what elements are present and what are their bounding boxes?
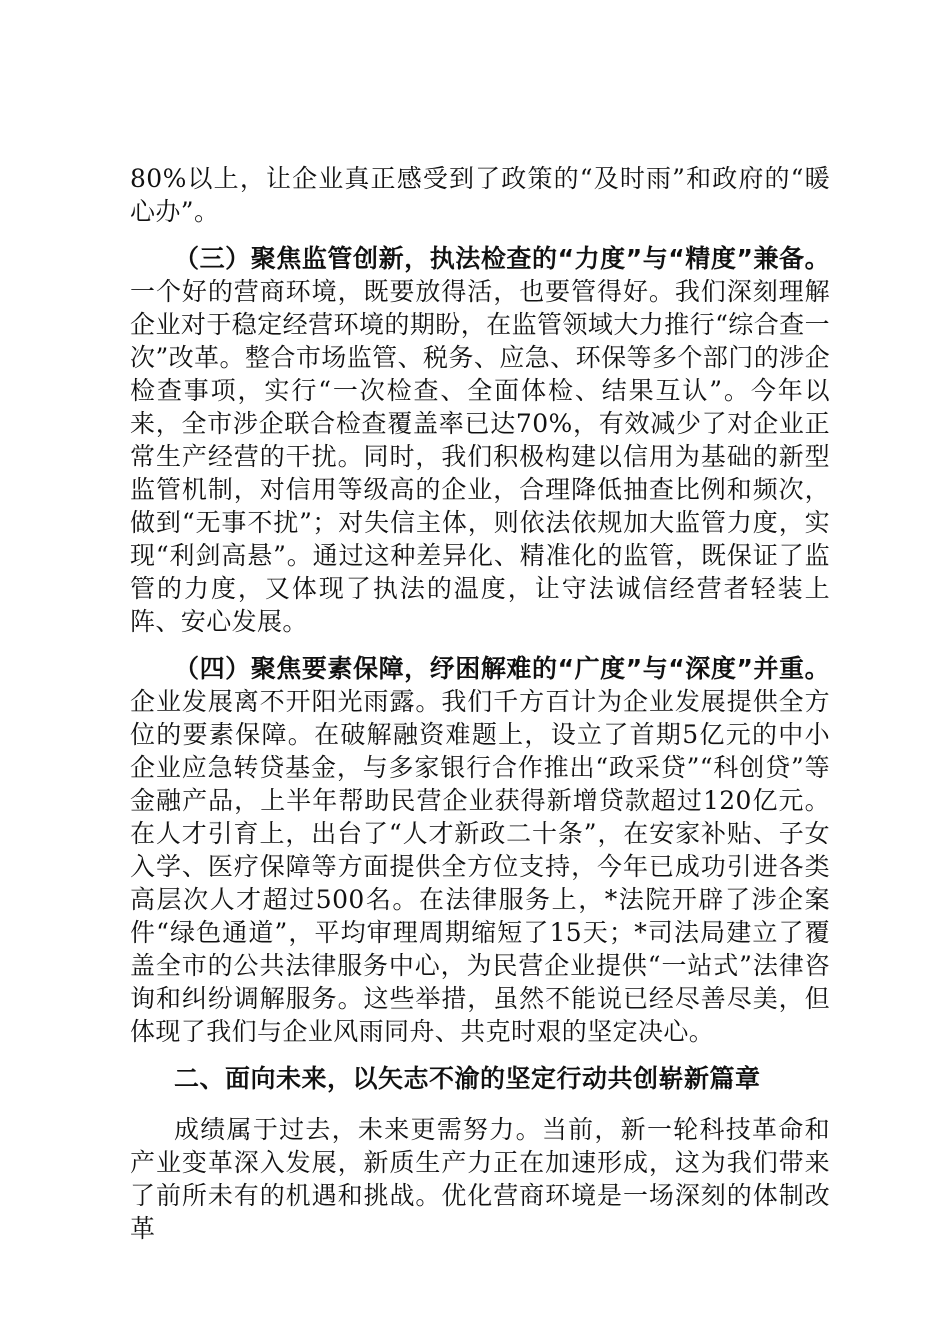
section-3-body: 一个好的营商环境，既要放得活，也要管得好。我们深刻理解企业对于稳定经营环境的期盼，在监管领域大力推行“综合查一次”改革。整合市场监管、税务、应急、环保等多个部门的涉企检查事项，实行“一次检查、全面体检、结果互认”。今年以来，全市涉企联合检查覆盖率已达70%，有效减少了对企业正常生产经营的干扰。同时，我们积极构建以信用为基础的新型监管机制，对信用等级高的企业，合理降低抽查比例和频次，做到“无事不扰”；对失信主体，则依法依规加大监管力度，实现“利剑高悬”。通过这种差异化、精准化的监管，既保证了监管的力度，又体现了执法的温度，让守法诚信经营者轻装上阵、安心发展。 — [130, 277, 830, 636]
section-heading-2: 二、面向未来，以矢志不渝的坚定行动共创崭新篇章 — [174, 1064, 761, 1093]
section-4-lead: （四）聚焦要素保障，纾困解难的“广度”与“深度”并重。 — [174, 654, 830, 683]
section-4-body: 企业发展离不开阳光雨露。我们千方百计为企业发展提供全方位的要素保障。在破解融资难题上，设立了首期5亿元的中小企业应急转贷基金，与多家银行合作推出“政采贷”“科创贷”等金融产品，上半年帮助民营企业获得新增贷款超过120亿元。在人才引育上，出台了“人才新政二十条”，在安家补贴、子女入学、医疗保障等方面提供全方位支持，今年已成功引进各类高层次人才超过500名。在法律服务上，*法院开辟了涉企案件“绿色通道”，平均审理周期缩短了15天；*司法局建立了覆盖全市的公共法律服务中心，为民营企业提供“一站式”法律咨询和纠纷调解服务。这些举措，虽然不能说已经尽善尽美，但体现了我们与企业风雨同舟、共克时艰的坚定决心。 — [130, 687, 830, 1046]
paragraph-policy-conclusion: 80%以上，让企业真正感受到了政策的“及时雨”和政府的“暖心办”。 — [130, 164, 830, 226]
section-3-lead: （三）聚焦监管创新，执法检查的“力度”与“精度”兼备。 — [174, 244, 830, 273]
paragraph-future-outlook: 成绩属于过去，未来更需努力。当前，新一轮科技革命和产业变革深入发展，新质生产力正在加速形成，这为我们带来了前所未有的机遇和挑战。优化营商环境是一场深刻的体制改革 — [130, 1115, 830, 1243]
document-body — [130, 162, 830, 1259]
paragraph-supervision-innovation — [130, 242, 830, 638]
paragraph-factor-guarantee — [130, 652, 830, 1048]
